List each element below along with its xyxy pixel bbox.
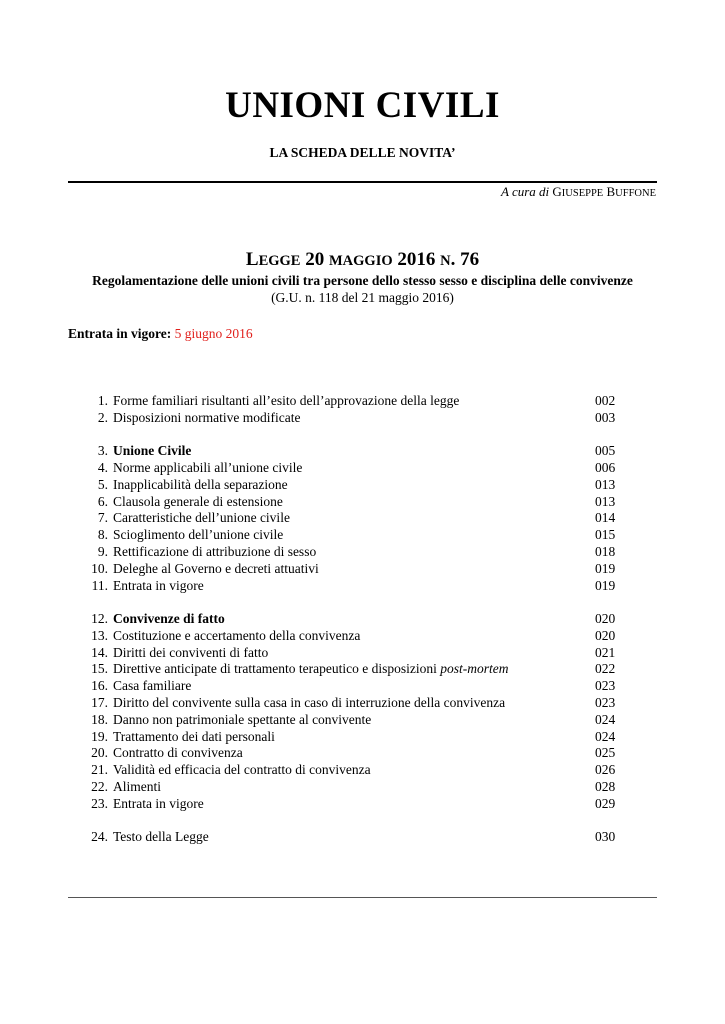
toc-row bbox=[0, 660, 725, 677]
toc-title bbox=[113, 795, 204, 812]
toc-title-text: Costituzione e accertamento della convivenza bbox=[113, 627, 361, 643]
toc-page-number: 006 bbox=[595, 460, 616, 475]
toc-row bbox=[0, 543, 725, 560]
toc-title-text: Danno non patrimoniale spettante al convivente bbox=[113, 711, 372, 727]
toc-row bbox=[0, 560, 725, 577]
toc-title bbox=[113, 409, 300, 426]
toc-number: 2. bbox=[97, 409, 108, 425]
toc-title bbox=[113, 778, 161, 795]
toc-row bbox=[0, 677, 725, 694]
toc-page-number: 030 bbox=[595, 829, 616, 845]
toc-number: 20. bbox=[91, 745, 108, 761]
toc-page-number: 013 bbox=[595, 493, 616, 509]
toc-number: 23. bbox=[91, 795, 108, 811]
law-title bbox=[0, 249, 725, 271]
toc-number: 6. bbox=[97, 493, 108, 509]
toc-number: 11. bbox=[91, 577, 108, 593]
toc-number: 7. bbox=[97, 510, 108, 526]
toc-title-text: Rettificazione di attribuzione di sesso bbox=[113, 544, 317, 559]
toc-page-number: 018 bbox=[595, 544, 616, 559]
toc-page-number: 024 bbox=[595, 711, 616, 727]
toc-number: 10. bbox=[91, 560, 108, 576]
curator-last-initial: B bbox=[606, 184, 616, 199]
toc-number: 17. bbox=[91, 695, 108, 710]
toc-title-text: Casa familiare bbox=[113, 678, 192, 694]
law-description: Regolamentazione delle unioni civili tra persone dello stesso sesso e disciplina delle convivenze bbox=[92, 273, 633, 288]
toc-title bbox=[113, 392, 459, 409]
toc-title-text: Testo della Legge bbox=[113, 829, 209, 845]
toc-title bbox=[113, 644, 268, 661]
toc-row bbox=[0, 761, 725, 778]
curator-last-rest: UFFONE bbox=[615, 188, 656, 199]
toc-title bbox=[113, 744, 243, 761]
toc-title bbox=[113, 728, 275, 745]
toc-page-number: 028 bbox=[595, 779, 616, 794]
toc-title-text: Clausola generale di estensione bbox=[113, 493, 283, 509]
toc-page-number: 020 bbox=[595, 611, 616, 626]
toc-number: 5. bbox=[97, 476, 108, 492]
toc-page-number: 015 bbox=[595, 527, 616, 543]
toc-title bbox=[113, 509, 290, 526]
toc-row bbox=[0, 694, 725, 711]
entry-label: Entrata in vigore: bbox=[68, 326, 172, 341]
toc-title bbox=[113, 711, 371, 728]
toc-title bbox=[113, 677, 191, 694]
toc-number: 4. bbox=[97, 460, 108, 475]
toc-row bbox=[0, 795, 725, 812]
toc-number: 9. bbox=[97, 544, 108, 559]
toc-row bbox=[0, 644, 725, 661]
toc-title-text: Inapplicabilità della separazione bbox=[113, 476, 288, 492]
toc-page-number: 005 bbox=[595, 443, 616, 459]
toc-page-number: 019 bbox=[595, 560, 616, 576]
toc-page-number: 002 bbox=[595, 393, 616, 408]
curator-first-rest: IUSEPPE bbox=[561, 188, 604, 199]
toc-title-text: Deleghe al Governo e decreti attuativi bbox=[113, 560, 319, 576]
toc-title-text: Norme applicabili all’unione civile bbox=[113, 460, 303, 475]
toc-title bbox=[113, 543, 316, 560]
document-title: UNIONI CIVILI bbox=[225, 85, 500, 126]
toc-page-number: 023 bbox=[595, 695, 616, 710]
toc-title bbox=[113, 610, 225, 627]
toc-number: 21. bbox=[91, 762, 108, 778]
toc-title bbox=[113, 627, 360, 644]
law-title-egge: EGGE bbox=[258, 253, 301, 269]
toc-number: 24. bbox=[91, 829, 108, 845]
law-title-month: MAGGIO bbox=[328, 253, 393, 269]
toc-page-number: 024 bbox=[595, 728, 616, 744]
header-divider bbox=[68, 181, 657, 183]
toc-page-number: 029 bbox=[595, 795, 616, 811]
toc-title bbox=[113, 493, 283, 510]
law-title-day: 20 bbox=[300, 249, 329, 270]
toc-row bbox=[0, 409, 725, 426]
toc-number: 15. bbox=[91, 661, 108, 677]
toc-row bbox=[0, 526, 725, 543]
toc-title-text: Contratto di convivenza bbox=[113, 745, 243, 761]
toc-page-number: 021 bbox=[595, 644, 616, 660]
toc-title-text: Diritto del convivente sulla casa in caso di interruzione della convivenza bbox=[113, 695, 506, 710]
toc-title-text: Entrata in vigore bbox=[113, 795, 204, 811]
curator-first-initial: G bbox=[552, 184, 562, 199]
toc-number: 1. bbox=[97, 393, 108, 408]
toc-title bbox=[113, 476, 288, 493]
law-title-year: 2016 bbox=[392, 249, 441, 270]
toc-title-text: Convivenze di fatto bbox=[113, 611, 225, 626]
toc-title bbox=[113, 526, 283, 543]
toc-title-text: Disposizioni normative modificate bbox=[113, 409, 301, 425]
toc-title-text: Forme familiari risultanti all’esito dell’approvazione della legge bbox=[113, 393, 460, 408]
entry-date: 5 giugno 2016 bbox=[174, 326, 253, 341]
toc-title bbox=[113, 577, 204, 594]
toc-page-number: 020 bbox=[595, 627, 616, 643]
toc-row bbox=[0, 828, 725, 845]
toc-title-italic: post-mortem bbox=[440, 661, 509, 677]
toc-title bbox=[113, 459, 302, 476]
toc-title-text: Validità ed efficacia del contratto di convivenza bbox=[113, 762, 371, 778]
toc-title bbox=[113, 694, 505, 711]
toc-page-number: 013 bbox=[595, 476, 616, 492]
footer-divider bbox=[68, 897, 657, 898]
toc-title bbox=[113, 828, 209, 845]
toc-title-text: Scioglimento dell’unione civile bbox=[113, 527, 284, 543]
toc-title bbox=[113, 761, 371, 778]
toc-title-text: Direttive anticipate di trattamento terapeutico e disposizioni bbox=[113, 661, 441, 677]
toc-page-number: 023 bbox=[595, 678, 616, 694]
toc-number: 19. bbox=[91, 728, 108, 744]
toc-number: 8. bbox=[97, 527, 108, 543]
toc-row bbox=[0, 744, 725, 761]
toc-number: 3. bbox=[97, 443, 108, 459]
toc-title-text: Alimenti bbox=[113, 779, 161, 794]
toc-title bbox=[113, 660, 509, 677]
toc-row bbox=[0, 610, 725, 627]
toc-title-text: Trattamento dei dati personali bbox=[113, 728, 275, 744]
curator-line bbox=[501, 184, 656, 200]
toc-row bbox=[0, 442, 725, 459]
toc-row bbox=[0, 577, 725, 594]
toc-title bbox=[113, 442, 191, 459]
toc-row bbox=[0, 711, 725, 728]
document-subtitle: LA SCHEDA DELLE NOVITA’ bbox=[269, 145, 456, 160]
law-gazette: (G.U. n. 118 del 21 maggio 2016) bbox=[271, 290, 454, 305]
toc-page-number: 003 bbox=[595, 409, 616, 425]
toc-row bbox=[0, 509, 725, 526]
toc-row bbox=[0, 459, 725, 476]
toc-number: 18. bbox=[91, 711, 108, 727]
toc-title-text: Caratteristiche dell’unione civile bbox=[113, 510, 290, 526]
toc-number: 14. bbox=[91, 644, 108, 660]
toc-row bbox=[0, 392, 725, 409]
toc-number: 16. bbox=[91, 678, 108, 694]
toc-number: 13. bbox=[91, 627, 108, 643]
toc-page-number: 026 bbox=[595, 762, 616, 778]
toc-page-number: 014 bbox=[595, 510, 616, 526]
toc-title-text: Unione Civile bbox=[113, 443, 192, 459]
toc-row bbox=[0, 493, 725, 510]
toc-title bbox=[113, 560, 319, 577]
toc-row bbox=[0, 778, 725, 795]
toc-row bbox=[0, 476, 725, 493]
toc-number: 22. bbox=[91, 779, 108, 794]
curator-prefix: A cura di bbox=[501, 184, 550, 199]
toc-page-number: 022 bbox=[595, 661, 616, 677]
law-title-L: L bbox=[245, 249, 259, 270]
toc-page-number: 025 bbox=[595, 745, 616, 761]
toc-number: 12. bbox=[91, 611, 108, 626]
toc-row bbox=[0, 627, 725, 644]
toc-title-text: Entrata in vigore bbox=[113, 577, 204, 593]
law-title-number: . 76 bbox=[450, 249, 480, 270]
toc-page-number: 019 bbox=[595, 577, 616, 593]
entry-into-force bbox=[68, 326, 253, 342]
law-title-n: N bbox=[440, 253, 451, 269]
toc-row bbox=[0, 728, 725, 745]
toc-title-text: Diritti dei conviventi di fatto bbox=[113, 644, 269, 660]
